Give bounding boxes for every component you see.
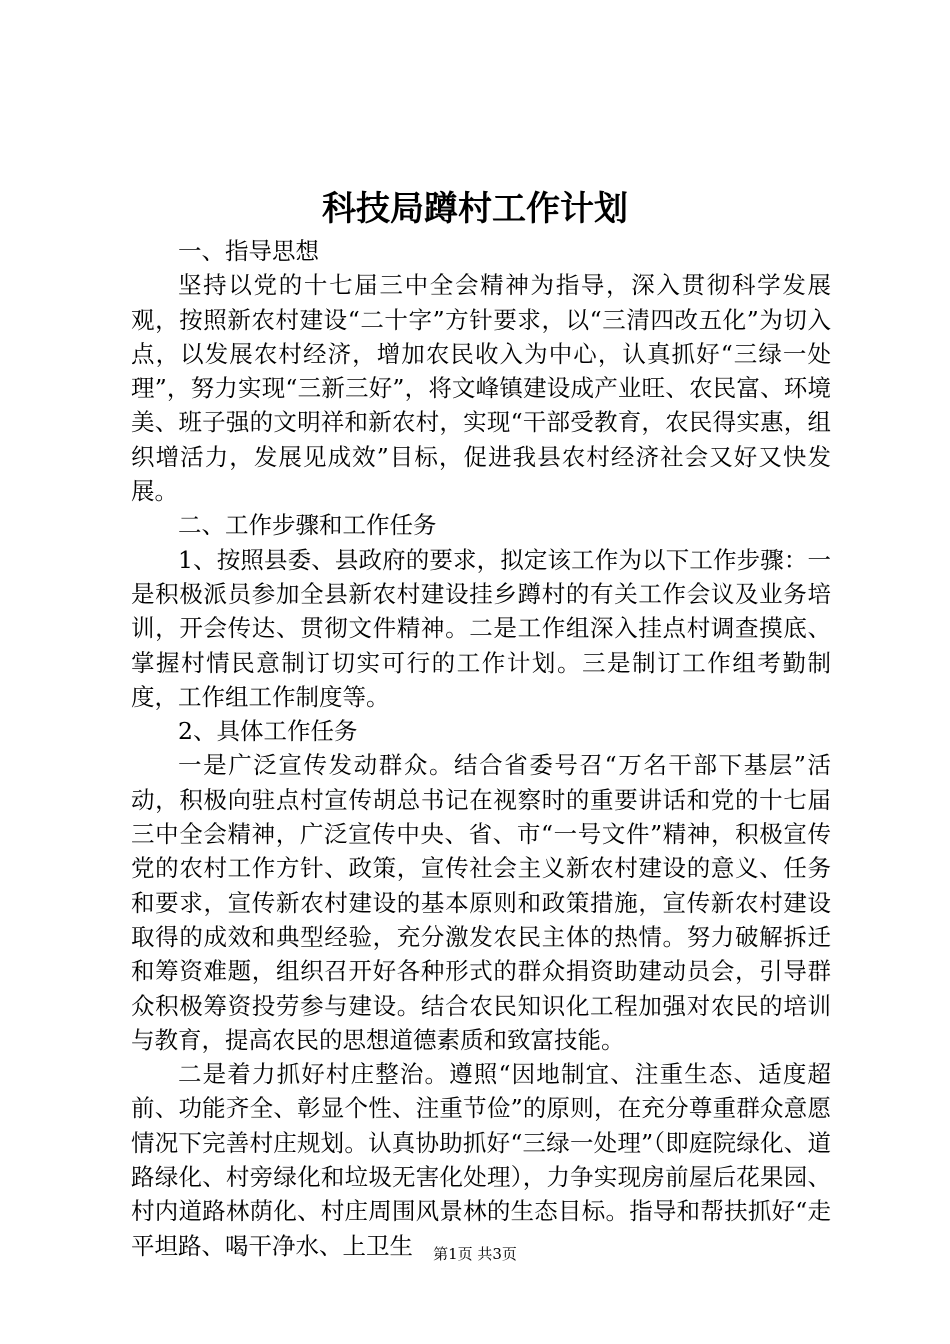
- document-title: 科技局蹲村工作计划: [322, 189, 628, 229]
- page-footer: 第1页 共3页: [433, 1245, 517, 1263]
- paragraph-task-publicity: 一是广泛宣传发动群众。结合省委号召“万名干部下基层”活动，积极向驻点村宣传胡总书记在视察时的重要讲话和党的十七届三中全会精神，广泛宣传中央、省、市“一号文件”精神，积极宣传党的农村工作方针、政策，宣传社会主义新农村建设的意义、任务和要求，宣传新农村建设的基本原则和政策措施，宣传新农村建设取得的成效和典型经验，充分激发农民主体的热情。努力破解拆迁和筹资难题，组织召开好各种形式的群众捐资助建动员会，引导群众积极筹资投劳参与建设。结合农民知识化工程加强对农民的培训与教育，提高农民的思想道德素质和致富技能。: [131, 751, 831, 1054]
- paragraph-task-village-renovation: 二是着力抓好村庄整治。遵照“因地制宜、注重生态、适度超前、功能齐全、彰显个性、注重节俭”的原则，在充分尊重群众意愿情况下完善村庄规划。认真协助抓好“三绿一处理”（即庭院绿化、道路绿化、村旁绿化和垃圾无害化处理），力争实现房前屋后花果园、村内道路林荫化、村庄周围风景林的生态目标。指导和帮扶抓好“走平坦路、喝干净水、上卫生: [131, 1060, 831, 1260]
- paragraph-guiding-ideology: 坚持以党的十七届三中全会精神为指导，深入贯彻科学发展观，按照新农村建设“二十字”方针要求，以“三清四改五化”为切入点，以发展农村经济，增加农民收入为中心，认真抓好“三绿一处理”，努力实现“三新三好”，将文峰镇建设成产业旺、农民富、环境美、班子强的文明祥和新农村，实现“干部受教育，农民得实惠，组织增活力，发展见成效”目标，促进我县农村经济社会又好又快发展。: [131, 271, 831, 506]
- subheading-specific-tasks: 2、具体工作任务: [178, 717, 358, 746]
- section-heading-guiding-ideology: 一、指导思想: [178, 237, 319, 265]
- paragraph-work-steps: 1、按照县委、县政府的要求，拟定该工作为以下工作步骤：一是积极派员参加全县新农村建设挂乡蹲村的有关工作会议及业务培训，开会传达、贯彻文件精神。二是工作组深入挂点村调查摸底、掌握村情民意制订切实可行的工作计划。三是制订工作组考勤制度，工作组工作制度等。: [131, 545, 831, 711]
- document-body: [131, 234, 831, 1263]
- section-heading-work-steps: 二、工作步骤和工作任务: [178, 511, 437, 540]
